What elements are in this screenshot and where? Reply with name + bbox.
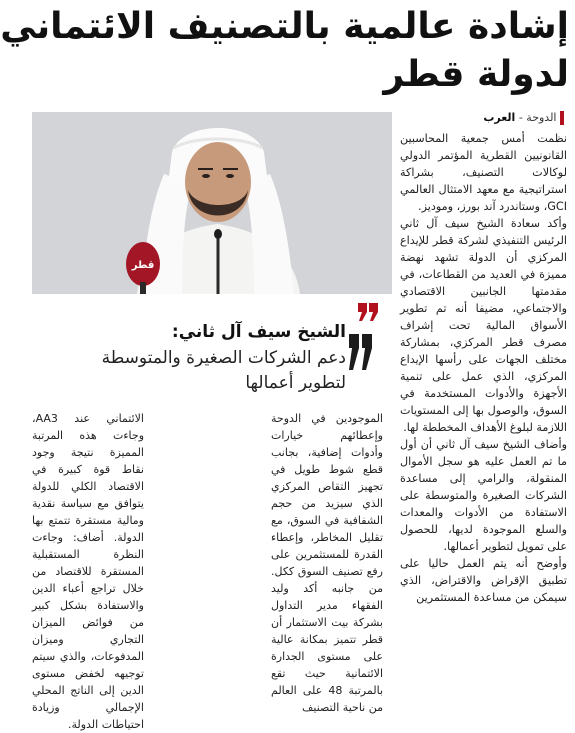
dateline: [483, 111, 567, 125]
article-middle-column: [271, 410, 383, 716]
dateline-separator: -: [515, 111, 527, 124]
headline-line-1: إشادة عالمية بالتصنيف الائتماني: [0, 6, 569, 47]
paragraph: نظمت أمس جمعية المحاسبين القانونيين القطرية المؤتمر الدولي لوكالات التصنيف، بشراكة استراتيجية مع معهد الامتثال العالمي GCI، وستاندرد آند بورز، وموديز.: [400, 132, 567, 213]
quote-mark-large-icon: [348, 332, 374, 372]
quote-text-line-1: دعم الشركات الصغيرة والمتوسطة: [101, 348, 346, 368]
article-right-column: [400, 130, 567, 606]
speaker-illustration: [32, 112, 392, 294]
quote-speaker-name: الشيخ سيف آل ثاني:: [171, 322, 346, 342]
paragraph: وأضاف الشيخ سيف آل ثاني أن أول ما تم العمل عليه هو سجل الأموال المنقولة، والرامي إلى مساعدة الشركات الصغيرة والمتوسطة على الاستفادة من الأدوات والمعدات والسلع الموجودة لديها، للحصول على تمويل لتطوير أعمالها.: [400, 438, 567, 553]
paragraph: وأكد سعادة الشيخ سيف آل ثاني الرئيس التنفيذي لشركة قطر للإيداع المركزي أن الدولة تشهد نهضة مميزة في العديد من القطاعات، في مقدمتها الجانبين الاقتصادي والاجتماعي، مضيفا أنه تم تطوير الأسواق المالية تحت إشراف مصرف قطر المركزي، بمشاركة مختلف الجهات على رأسها الإيداع المركزي، الذي عمل على تنمية الأجهزة والأدوات المستخدمة في السوق، والوصول بها إلى المستويات اللازمة لبلوغ الأهداف المخططة لها.: [400, 217, 567, 434]
quote-text-line-2: لتطوير أعمالها: [245, 373, 346, 393]
headline: [0, 4, 569, 98]
quote-mark-icon: [356, 300, 380, 324]
dateline-bar-icon: [560, 111, 564, 125]
headline-line-2: لدولة قطر: [383, 54, 569, 95]
dateline-city: الدوحة: [526, 111, 557, 124]
paragraph: وأوضح أنه يتم العمل حاليا على تطبيق الإقراض والاقتراض، الذي سيمكن من مساعدة المستثمرين: [400, 557, 567, 604]
speaker-photo: [32, 112, 392, 294]
mic-flag-label: قطر: [131, 260, 155, 271]
pull-quote: [32, 300, 380, 400]
dateline-brand: العرب: [483, 111, 516, 124]
article-left-column: [32, 410, 144, 733]
paragraph: الائتماني عند AA3، وجاءت هذه المرتبة المميزة نتيجة وجود نقاط قوة كبيرة في الاقتصاد الكلي للدولة يتوافق مع سياسة نقدية ومالية مستقرة تتمتع بها الدولة. أضاف: وجاءت النظرة المستقبلية المستقرة للاقتصاد من خلال تراجع أعباء الدين والاستفادة بشكل كبير من فوائض الميزان التجاري وميزان المدفوعات، والذي سيتم توجيهه لخفض مستوى الدين إلى الناتج المحلي الإجمالي وزيادة احتياطات الدولة.: [32, 412, 144, 731]
paragraph: الموجودين في الدوحة وإعطائهم خيارات وأدوات إضافية، بجانب قطع شوط طويل في تجهيز التقاص المركزي الذي سيزيد من حجم الشفافية في السوق، مع تقليل المخاطر، وإعطاء القدرة للمستثمرين على رفع تصنيف السوق ككل. من جانبه أكد وليد الفقهاء مدير التداول بشركة بيت الاستثمار أن قطر تتميز بمكانة عالية على مستوى الجدارة الائتمانية حيث تقع بالمرتبة 48 على العالم من ناحية التصنيف: [271, 412, 383, 714]
